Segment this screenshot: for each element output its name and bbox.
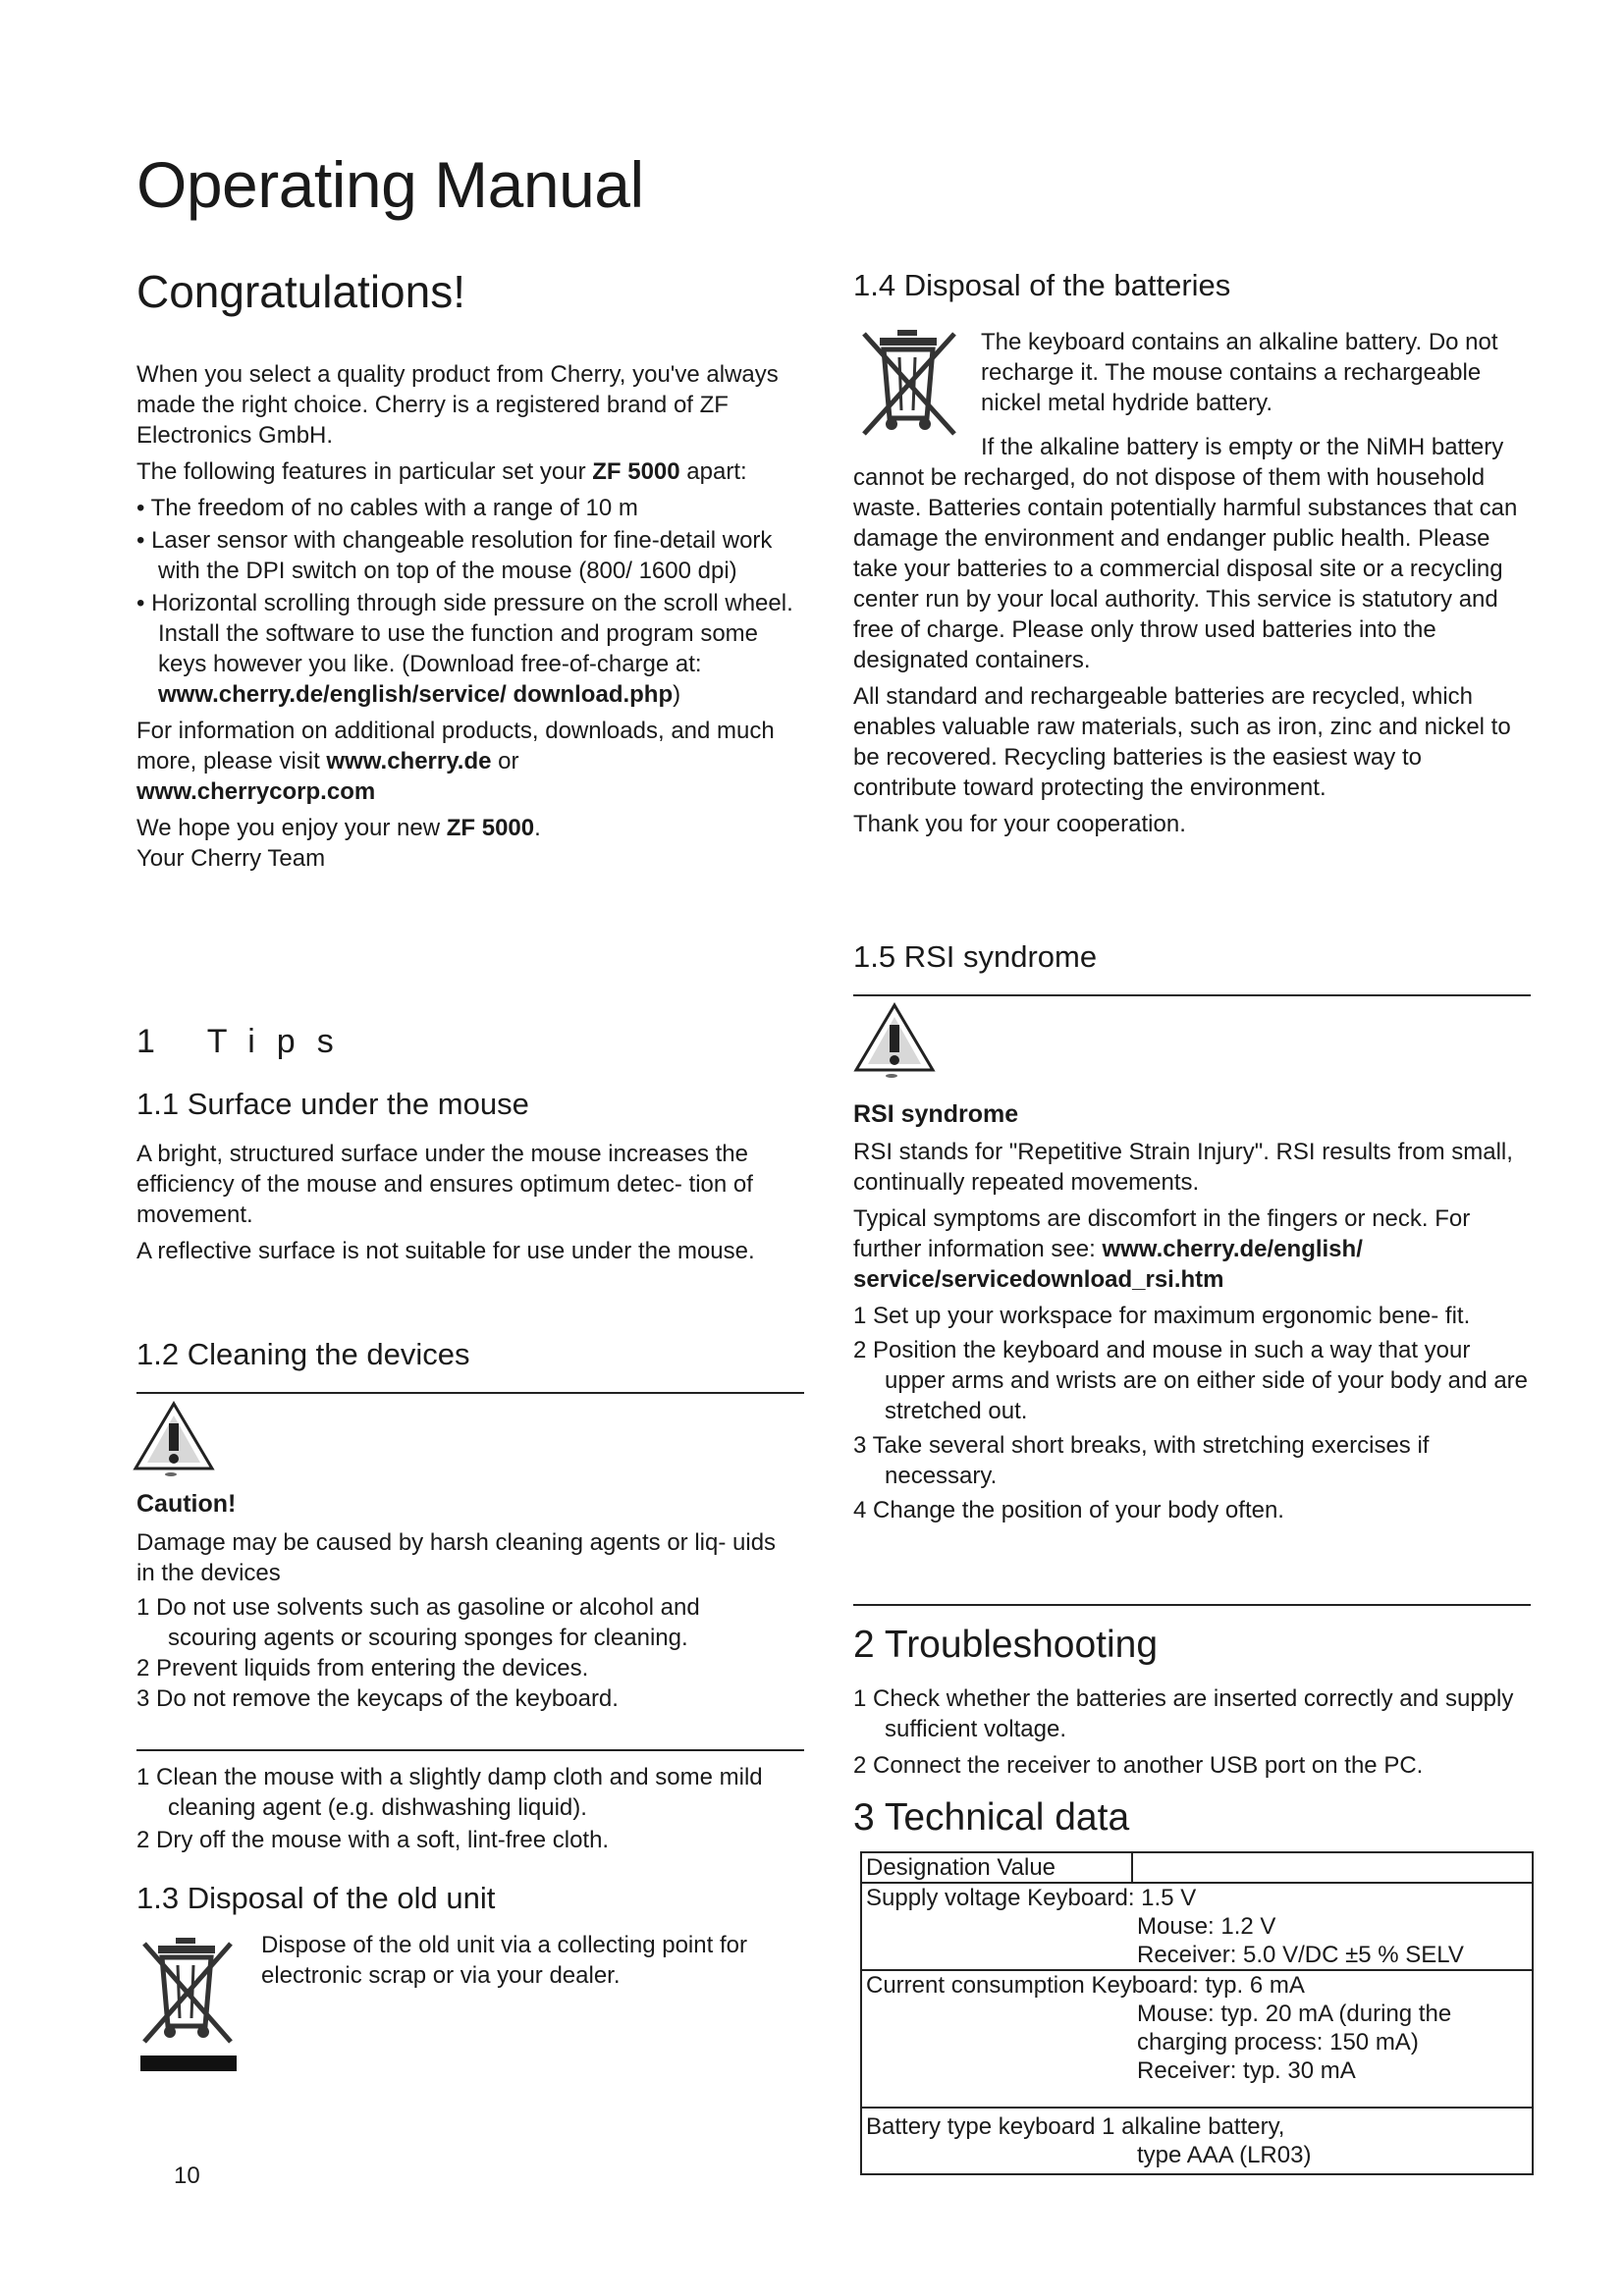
cleaning-heading: 1.2 Cleaning the devices <box>136 1337 470 1371</box>
caution-icon <box>132 1398 216 1476</box>
enjoy-paragraph: We hope you enjoy your new ZF 5000. <box>136 815 541 841</box>
batteries-paragraph: If the alkaline battery is empty or the NiMH battery cannot be recharged, do not dispose of them with household waste. Batteries contain potentially harmful substances that can damage the environment and endanger public health. Please take your batteries to a commercial disposal site or a recycling center run by your local authority. This service is statutory and free of charge. Please only throw used batteries into the designated containers. <box>853 434 1518 673</box>
surface-paragraph: A bright, structured surface under the mouse increases the efficiency of the mouse and ensures optimum detec- tion of movement. <box>136 1141 753 1228</box>
surface-heading: 1.1 Surface under the mouse <box>136 1087 529 1121</box>
congrats-heading: Congratulations! <box>136 266 465 317</box>
divider <box>853 994 1531 996</box>
tips-heading: 1 Tips <box>136 1023 355 1060</box>
weee-bin-icon <box>856 324 966 440</box>
batteries-paragraph: All standard and rechargeable batteries are recycled, which enables valuable raw materials, such as iron, zinc and nickel to be recovered. Recycling batteries is the easiest way to contribute toward protecting the environment. <box>853 683 1511 801</box>
rsi-item: 2 Position the keyboard and mouse in such a way that your upper arms and wrists are on either side of your body and are stretched out. <box>853 1337 1529 1424</box>
rsi-link[interactable]: www.cherry.de/english/ service/servicedownload_rsi.htm <box>853 1236 1363 1293</box>
cleaning-step: 2 Dry off the mouse with a soft, lint-free cloth. <box>136 1827 610 1853</box>
feature-bullet: • Horizontal scrolling through side pressure on the scroll wheel. Install the software to use the function and program some keys however you like. (Download free-of-charge at: www.cherry.de/english/service/ download.php) <box>136 590 793 708</box>
table-row <box>861 1883 1533 1970</box>
caution-icon <box>852 999 937 1078</box>
caution-item: 1 Do not use solvents such as gasoline or alcohol and scouring agents or scouring sponges for cleaning. <box>136 1594 700 1651</box>
batteries-thanks: Thank you for your cooperation. <box>853 811 1186 837</box>
table-row <box>861 1970 1533 2108</box>
features-intro: The following features in particular set your ZF 5000 apart: <box>136 458 747 485</box>
rsi-heading: 1.5 RSI syndrome <box>853 939 1098 974</box>
caution-item: 2 Prevent liquids from entering the devices. <box>136 1655 589 1682</box>
page-number: 10 <box>174 2163 200 2189</box>
rsi-item: 4 Change the position of your body often. <box>853 1497 1284 1523</box>
table-cell: Supply voltage Keyboard: 1.5 V Mouse: 1.2 V Receiver: 5.0 V/DC ±5 % SELV <box>861 1883 1533 1970</box>
table-row <box>861 2108 1533 2174</box>
divider <box>136 1749 804 1751</box>
rsi-box-title: RSI syndrome <box>853 1100 1019 1128</box>
rsi-section <box>853 1137 1531 1525</box>
technical-heading: 3 Technical data <box>853 1796 1130 1839</box>
caution-item: 3 Do not remove the keycaps of the keyboard. <box>136 1685 619 1712</box>
troubleshooting-heading: 2 Troubleshooting <box>853 1624 1159 1666</box>
intro-paragraph: When you select a quality product from Cherry, you've always made the right choice. Cherry is a registered brand of ZF Electronics GmbH. <box>136 361 779 449</box>
product-name: ZF 5000 <box>592 458 680 485</box>
disposal-batteries-heading: 1.4 Disposal of the batteries <box>853 268 1231 302</box>
feature-bullet: • Laser sensor with changeable resolution for fine-detail work with the DPI switch on top of the mouse (800/ 1600 dpi) <box>136 527 773 584</box>
technical-data-table <box>860 1851 1534 2175</box>
rsi-paragraph: RSI stands for "Repetitive Strain Injury". RSI results from small, continually repeated movements. <box>853 1139 1513 1196</box>
disposal-unit-text: Dispose of the old unit via a collecting point for electronic scrap or via your dealer. <box>261 1932 747 1989</box>
cleaning-step: 1 Clean the mouse with a slightly damp cloth and some mild cleaning agent (e.g. dishwashing liquid). <box>136 1764 763 1821</box>
surface-section <box>136 1139 794 1266</box>
feature-bullet: • The freedom of no cables with a range of 10 m <box>136 495 638 521</box>
table-cell: Battery type keyboard 1 alkaline battery, type AAA (LR03) <box>861 2108 1533 2174</box>
troubleshooting-item: 1 Check whether the batteries are inserted correctly and supply sufficient voltage. <box>853 1685 1514 1742</box>
table-header-cell: Designation Value <box>861 1852 1132 1883</box>
divider <box>853 1604 1531 1606</box>
cherry-link[interactable]: www.cherry.de <box>326 748 492 774</box>
page-title: Operating Manual <box>136 148 644 221</box>
table-row <box>861 1852 1533 1883</box>
weee-bin-icon <box>136 1930 244 2077</box>
signoff: Your Cherry Team <box>136 845 326 872</box>
batteries-paragraph: The keyboard contains an alkaline battery. Do not recharge it. The mouse contains a rechargeable nickel metal hydride battery. <box>981 329 1498 416</box>
caution-text: Damage may be caused by harsh cleaning agents or liq- uids in the devices <box>136 1529 777 1586</box>
caution-section <box>136 1527 794 1714</box>
rsi-paragraph: Typical symptoms are discomfort in the fingers or neck. For further information see: www.cherry.de/english/ service/servicedownload_rsi.htm <box>853 1205 1471 1293</box>
batteries-section <box>853 432 1531 839</box>
intro-section <box>136 359 804 874</box>
download-link[interactable]: www.cherry.de/english/service/ download.php <box>158 681 674 708</box>
cleaning-steps <box>136 1762 804 1855</box>
table-header-cell <box>1132 1852 1533 1883</box>
troubleshooting-section <box>853 1683 1531 1781</box>
cherrycorp-link[interactable]: www.cherrycorp.com <box>136 778 376 805</box>
surface-paragraph: A reflective surface is not suitable for use under the mouse. <box>136 1238 755 1264</box>
rsi-item: 1 Set up your workspace for maximum ergonomic bene- fit. <box>853 1303 1471 1329</box>
table-cell: Current consumption Keyboard: typ. 6 mA Mouse: typ. 20 mA (during the charging process: 150 mA) Receiver: typ. 30 mA <box>861 1970 1533 2108</box>
troubleshooting-item: 2 Connect the receiver to another USB port on the PC. <box>853 1752 1424 1779</box>
divider <box>136 1392 804 1394</box>
info-paragraph: For information on additional products, downloads, and much more, please visit www.cherry.de or www.cherrycorp.com <box>136 718 775 805</box>
rsi-item: 3 Take several short breaks, with stretching exercises if necessary. <box>853 1432 1430 1489</box>
disposal-unit-heading: 1.3 Disposal of the old unit <box>136 1881 496 1915</box>
caution-title: Caution! <box>136 1490 237 1518</box>
